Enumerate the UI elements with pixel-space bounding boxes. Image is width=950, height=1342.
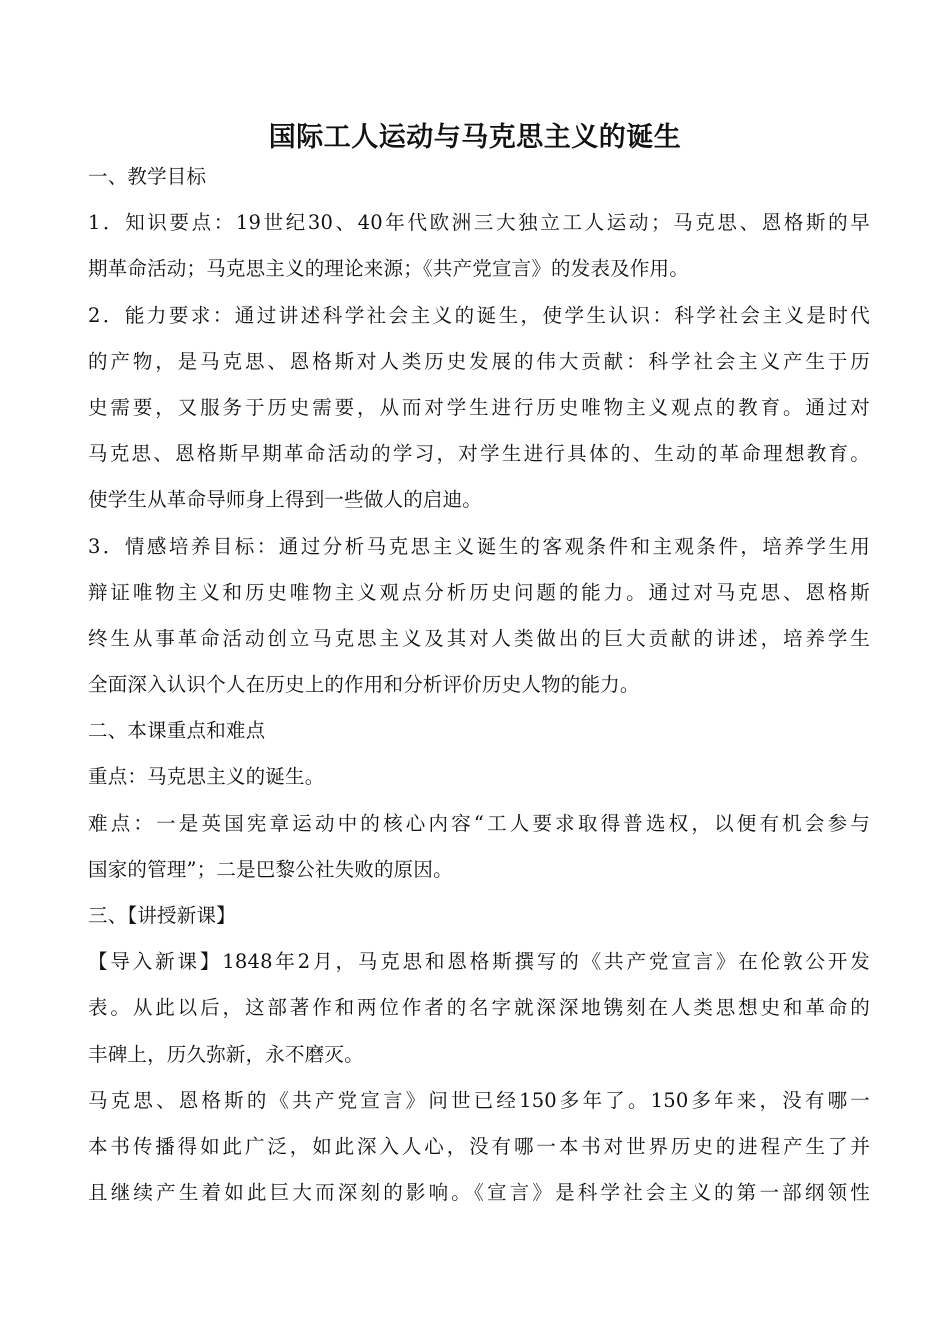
paragraph-line: 马克思、恩格斯的《共产党宣言》问世已经150多年了。150多年来，没有哪一 (88, 1088, 870, 1112)
section-heading-keypoints: 二、本课重点和难点 (88, 719, 266, 743)
paragraph-line: 本书传播得如此广泛，如此深入人心，没有哪一本书对世界历史的进程产生了并 (88, 1134, 870, 1158)
paragraph-line: 终生从事革命活动创立马克思主义及其对人类做出的巨大贡献的讲述，培养学生 (88, 626, 870, 650)
paragraph-line: 马克思、恩格斯早期革命活动的学习，对学生进行具体的、生动的革命理想教育。 (88, 442, 870, 466)
section-heading-objectives: 一、教学目标 (88, 165, 207, 188)
section-heading-lecture: 三、【讲授新课】 (88, 904, 236, 927)
paragraph-line: 期革命活动；马克思主义的理论来源；《共产党宣言》的发表及作用。 (88, 257, 689, 281)
paragraph-line: 难点：一是英国宪章运动中的核心内容“工人要求取得普选权，以便有机会参与 (88, 811, 870, 835)
paragraph-line: 国家的管理”；二是巴黎公社失败的原因。 (88, 857, 453, 881)
document-title: 国际工人运动与马克思主义的诞生 (268, 122, 682, 153)
paragraph-line: 且继续产生着如此巨大而深刻的影响。《宣言》是科学社会主义的第一部纲领性 (88, 1181, 870, 1205)
paragraph-line: 1．知识要点：19世纪30、40年代欧洲三大独立工人运动；马克思、恩格斯的早 (88, 211, 870, 235)
paragraph-line: 丰碑上，历久弥新，永不磨灭。 (88, 1042, 364, 1066)
paragraph-line: 重点：马克思主义的诞生。 (88, 765, 325, 789)
paragraph-line: 【导入新课】1848年2月，马克思和恩格斯撰写的《共产党宣言》在伦敦公开发 (88, 950, 870, 974)
paragraph-line: 使学生从革命导师身上得到一些做人的启迪。 (88, 488, 483, 512)
paragraph-line: 全面深入认识个人在历史上的作用和分析评价历史人物的能力。 (88, 673, 640, 697)
paragraph-line: 表。从此以后，这部著作和两位作者的名字就深深地镌刻在人类思想史和革命的 (88, 996, 870, 1020)
paragraph-line: 3．情感培养目标：通过分析马克思主义诞生的客观条件和主观条件，培养学生用 (88, 534, 870, 558)
paragraph-line: 2．能力要求：通过讲述科学社会主义的诞生，使学生认识：科学社会主义是时代 (88, 303, 870, 327)
paragraph-line: 辩证唯物主义和历史唯物主义观点分析历史问题的能力。通过对马克思、恩格斯 (88, 580, 870, 604)
document-body (88, 154, 870, 1216)
paragraph-line: 的产物，是马克思、恩格斯对人类历史发展的伟大贡献：科学社会主义产生于历 (88, 349, 870, 373)
paragraph-line: 史需要，又服务于历史需要，从而对学生进行历史唯物主义观点的教育。通过对 (88, 395, 870, 419)
